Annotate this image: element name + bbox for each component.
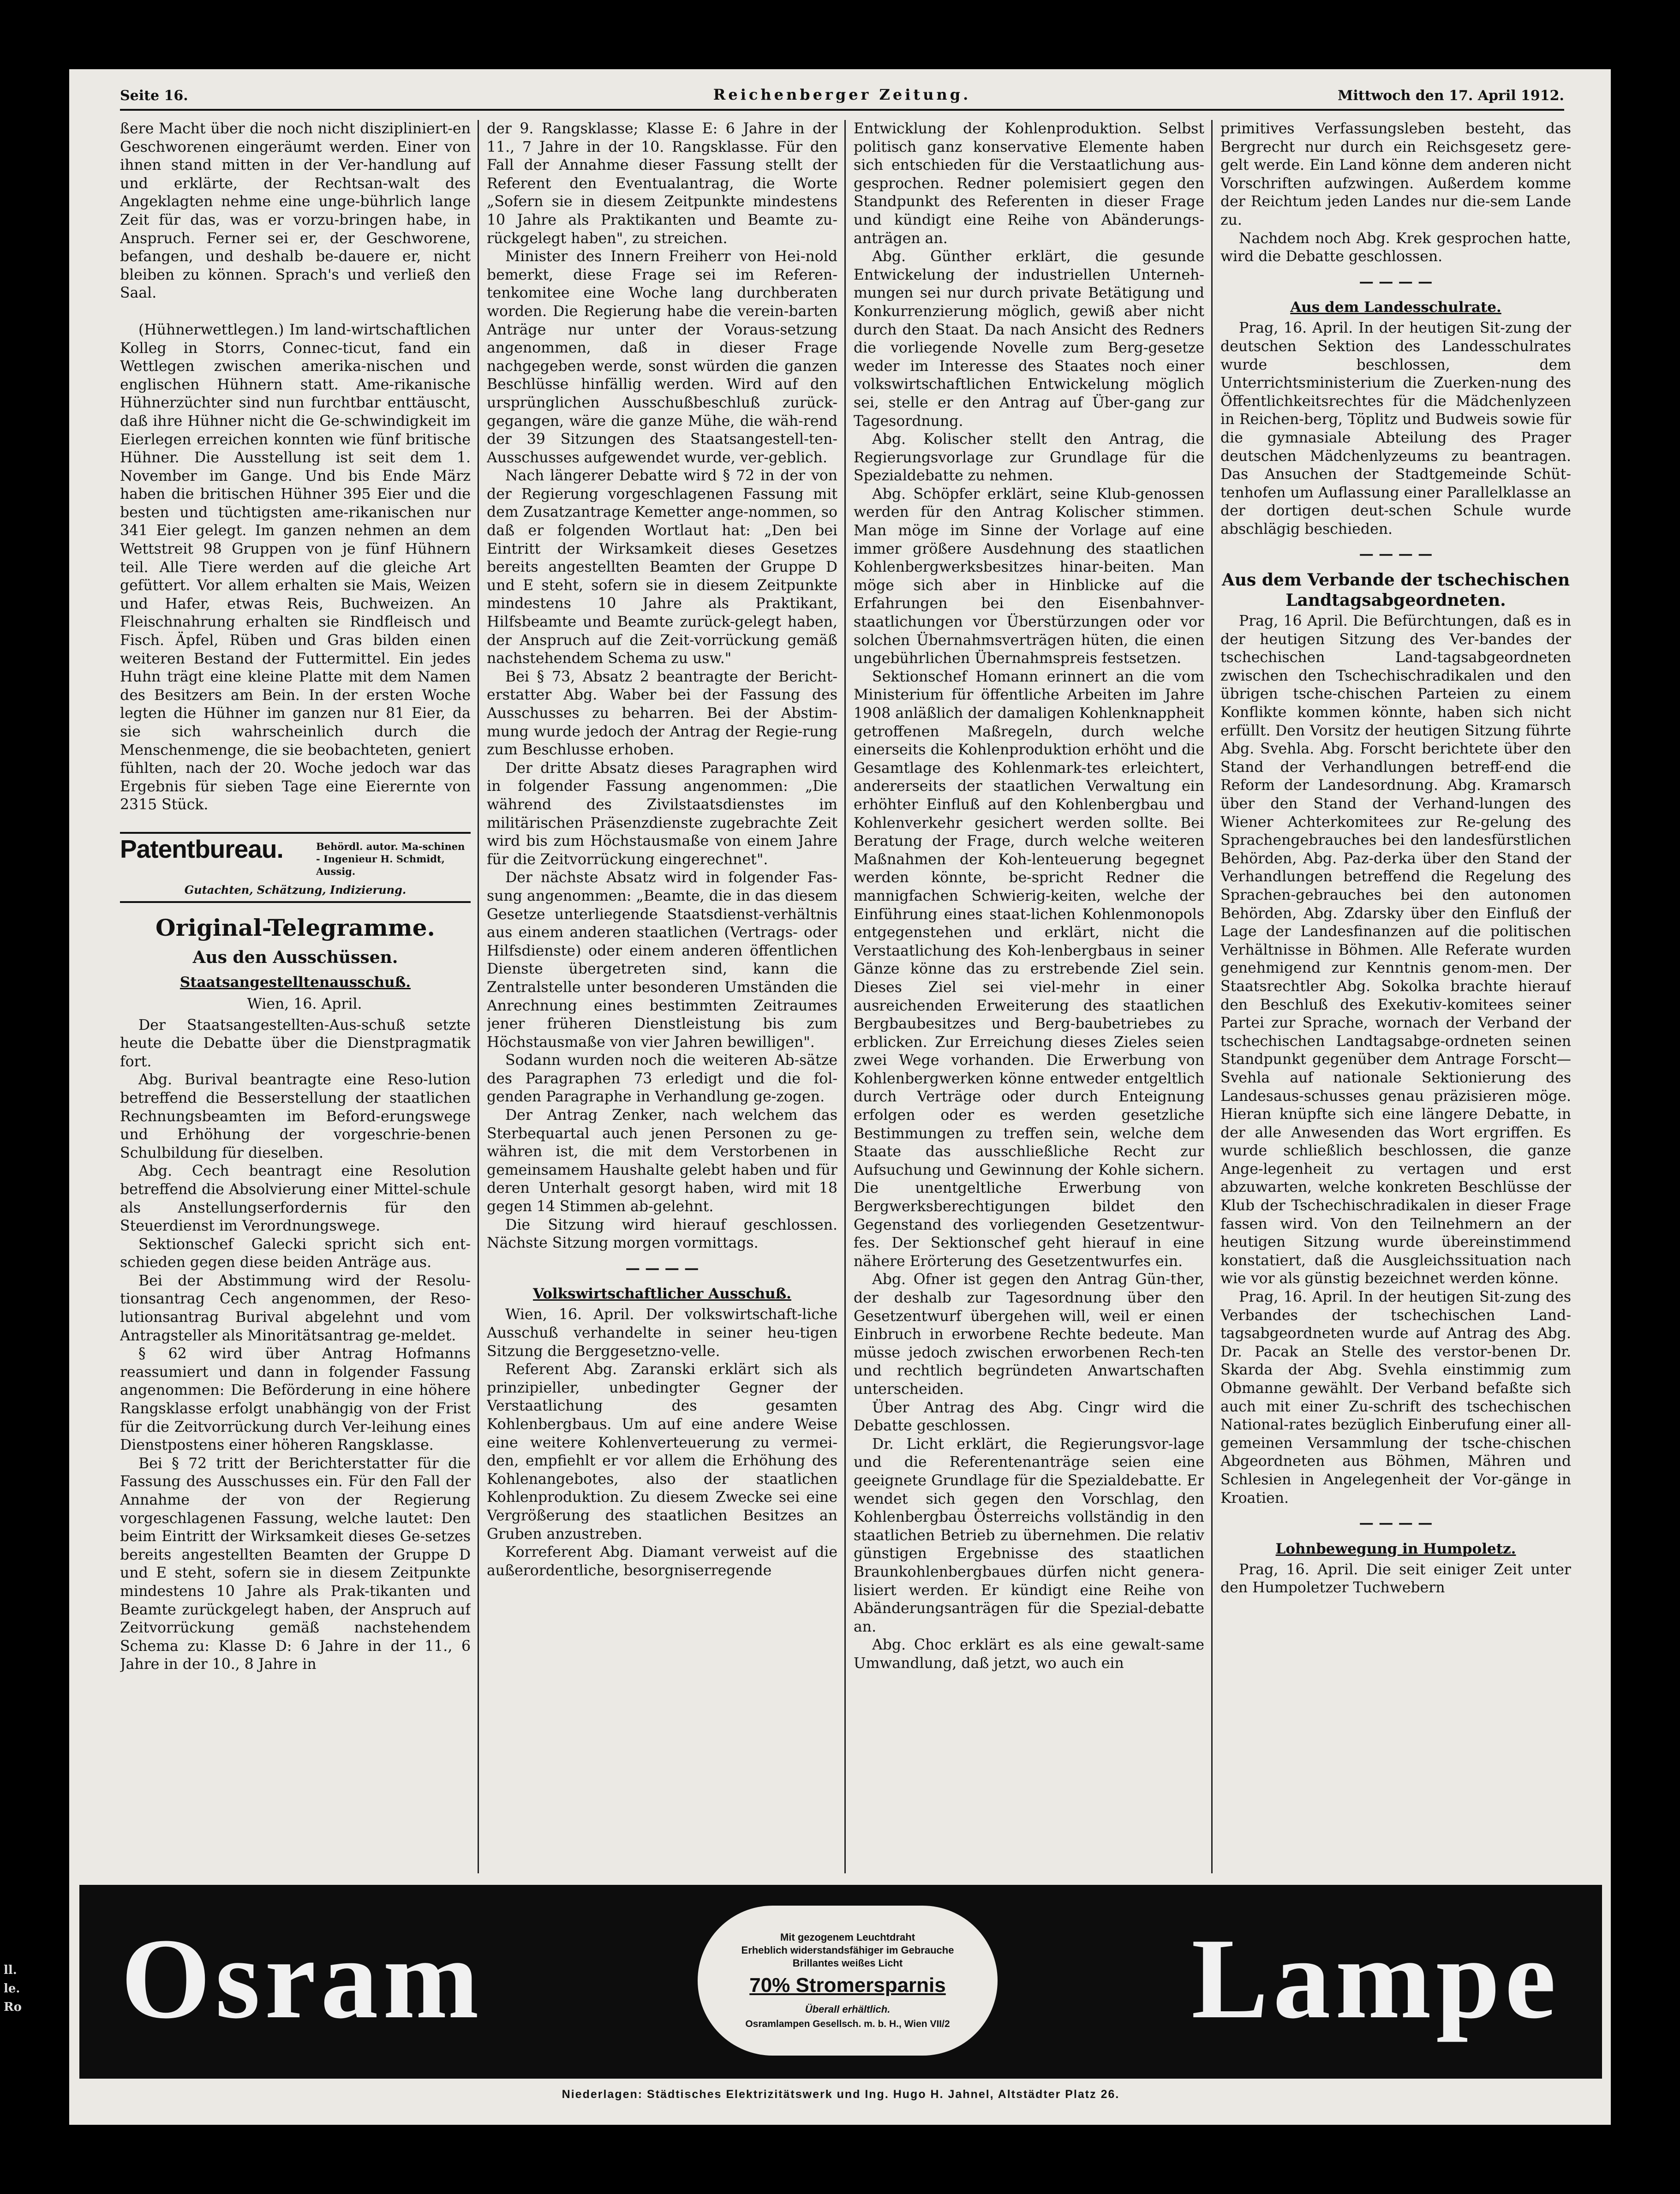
paragraph: Minister des Innern Freiherr von Hei-nold bemerkt, diese Frage sei im Referen-tenkomitee eine Woche lang durchberaten worden. Die Regierung habe die verein-barten Anträge nur unter der Voraus-setzung angenommen, daß in dieser Frage nachgegeben werde, sonst würden die ganzen Beschlüsse hinfällig werden. Wird auf den ursprünglichen Ausschußbeschluß zurück-gegangen, wäre die ganze Mühe, die wäh-rend der 39 Sitzungen des Staatsangestell-ten-Ausschusses aufgewendet wurde, ver-geblich. [487, 248, 837, 466]
section-heading: Aus dem Landesschulrate. [1290, 299, 1501, 316]
section-heading: Lohnbewegung in Humpoletz. [1275, 1540, 1516, 1557]
paragraph: Der Staatsangestellten-Aus-schuß setzte heute die Debatte über die Dienstpragmatik fort. [120, 1016, 471, 1070]
ad-availability: Überall erhältlich. [805, 2003, 891, 2015]
separator-rule: — — — — [625, 1259, 699, 1277]
article-hen-contest: (Hühnerwettlegen.) Im land-wirtschaftlichen Kolleg in Storrs, Connec-ticut, fand ein Wettlegen zwischen amerika-nischen und englischen Hühnern statt. Ame-rikanische Hühnerzüchter sind nun furchtbar enttäuscht, daß ihre Hühner nicht die Ge-schwindigkeit im Eierlegen erreichen konnten wie fünf britische Hühner. Die Ausstellung ist seit dem 1. November im Gange. Und bis Ende März haben die britischen Hühner 395 Eier und die besten und tüchtigsten ame-rikanischen nur 341 Eier gelegt. Im ganzen nehmen an dem Wettstreit 98 Gruppen von je fünf Hühnern teil. Alle Tiere werden auf die gleiche Art gefüttert. Vor allem erhalten sie Mais, Weizen und Hafer, etwas Reis, Buchweizen. An Fleischnahrung erhalten sie Rindfleisch und Fisch. Äpfel, Rüben und Gras bilden einen weiteren Bestand der Futtermittel. Ein jedes Huhn trägt eine kleine Platte mit dem Namen des Besitzers am Bein. In der ersten Woche legten die Hühner im ganzen nur 81 Eier, da sie sich wahrscheinlich durch die Menschenmenge, die sie beobachteten, geniert fühlten, nach der 20. Woche jedoch war das Ergebnis für sieben Tage eine Eierernte von 2315 Stück. [120, 321, 471, 813]
paragraph: Bei § 73, Absatz 2 beantragte der Bericht-erstatter Abg. Waber bei der Fassung des Ausschusses zu beharren. Bei der Abstim-mung wurde jedoch der Antrag der Regie-rung zum Beschlusse erhoben. [487, 668, 837, 759]
article-text: ßere Macht über die noch nicht diszipliniert-en Geschworenen eingeräumt werden. Einer von ihnen stand mitten in der Ver-handlung auf und erklärte, der Rechtsan-walt des Angeklagten nehme eine unge-bührlich lange Zeit für das, was er vorzu-bringen habe, in Anspruch. Ferner sei er, der Geschworene, befangen, und deshalb be-dauere er, nicht bleiben zu können. Sprach's und verließ den Saal. [120, 120, 471, 302]
page-number: Seite 16. [120, 88, 188, 104]
margin-marks: ll. le. Ro [4, 1963, 22, 2014]
paragraph: Der dritte Absatz dieses Paragraphen wird in folgender Fassung angenommen: „Die während des Zivilstaatsdienstes im militärischen Präsenzdienste zugebrachte Zeit wird bis zum Höchstausmaße von einem Jahre für die Zeitvorrückung eingerechnet". [487, 759, 837, 868]
paragraph: Prag, 16. April. In der heutigen Sit-zung der deutschen Sektion des Landesschulrates wurde beschlossen, dem Unterrichtsministerium die Zuerken-nung des Öffentlichkeitsrechtes für die Mädchenlyzeen in Reichen-berg, Töplitz und Budweis sowie für die gymnasiale Abteilung des Prager deutschen Mädchenlyzeums zu beantragen. Das Ansuchen der Stadtgemeinde Schüt-tenhofen um Auflassung einer Parallelklasse an der dortigen deut-schen Schule wurde abschlägig beschieden. [1220, 320, 1571, 538]
separator-rule: — — — — [1359, 545, 1433, 563]
paragraph: Prag, 16. April. In der heutigen Sit-zung des Verbandes der tschechischen Land-tagsabgeordneten wurde auf Antrag des Abg. Dr. Pacak an Stelle des verstor-benen Dr. Skarda der Abg. Svehla einstimmig zum Obmanne gewählt. Der Verband befaßte sich auch mit einer Zu-schrift des tschechischen National-rates bezüglich Einberufung einer all-gemeinen Versammlung der tsche-chischen Abgeordneten aus Böhmen, Mähren und Schlesien in Angelegenheit der Vor-gänge in Kroatien. [1220, 1289, 1571, 1507]
paragraph: Bei der Abstimmung wird der Resolu-tionsantrag Cech angenommen, der Reso-lutionsantrag Burival abgelehnt und vom Antragsteller als Minoritätsantrag ge-meldet. [120, 1272, 471, 1344]
paragraph: Abg. Ofner ist gegen den Antrag Gün-ther, der deshalb zur Tagesordnung über den Gesetzentwurf übergehen will, weil er einen Einbruch in erworbene Rechte bedeute. Man müsse jedoch zwischen erworbenen Rech-ten und rechtlich begründeten Anwartschaften unterscheiden. [854, 1271, 1204, 1398]
paragraph: Wien, 16. April. Der volkswirtschaft-liche Ausschuß verhandelte in seiner heu-tigen Sitzung die Berggesetzno-velle. [487, 1306, 837, 1360]
section-heading: Aus dem Verbande der tschechischen Landtagsabgeordneten. [1221, 570, 1570, 610]
paragraph: Nachdem noch Abg. Krek gesprochen hatte, wird die Debatte geschlossen. [1220, 230, 1571, 265]
paragraph: Der nächste Absatz wird in folgender Fas-sung angenommen: „Beamte, die in das diesem Gesetze unterliegende Staatsdienst-verhältnis aus einem anderen staatlichen (Vertrags- oder Hilfsdienste) oder einem anderen öffentlichen Dienste übergetreten sind, kann die Zentralstelle unter besonderen Umständen die Anrechnung eines bestimmten Zeitraumes jener früheren Dienstleistung bis zum Höchstausmaße von vier Jahren bewilligen". [487, 869, 837, 1051]
ad-lampe-word: Lampe [1191, 1915, 1560, 2043]
paragraph: Nach längerer Debatte wird § 72 in der von der Regierung vorgeschlagenen Fassung mit dem Zusatzantrage Kemetter ange-nommen, so daß er folgenden Wortlaut hat: „Den bei Eintritt der Wirksamkeit dieses Gesetzes bereits angestellten Beamten der Gruppe D und E steht, sofern sie in diesem Zeitpunkte mindestens 10 Jahre als Praktikant, Hilfsbeamte und Beamte zurück-gelegt haben, der Anspruch auf die Zeit-vorrückung gemäß nachstehendem Schema zu usw." [487, 467, 837, 667]
masthead [120, 78, 1564, 111]
patentbureau-title: Patentbureau. [120, 834, 283, 863]
masthead-rule [120, 109, 1564, 111]
column-3 [854, 120, 1204, 1873]
committee-heading: Staatsangestelltenausschuß. [179, 974, 411, 991]
paragraph: Entwicklung der Kohlenproduktion. Selbst politisch ganz konservative Elemente haben sich entschieden für die Verstaatlichung aus-gesprochen. Redner polemisiert gegen den Standpunkt des Referenten in dieser Frage und kündigt eine Reihe von Abänderungs-anträgen an. [854, 120, 1204, 247]
paragraph: Abg. Burival beantragte eine Reso-lution betreffend die Besserstellung der staatlichen Rechnungsbeamten im Beford-erungswege und Erhöhung der vorgeschrie-benen Schulbildung für dieselben. [120, 1071, 471, 1161]
paragraph: Sektionschef Homann erinnert an die vom Ministerium für öffentliche Arbeiten im Jahre 1908 anläßlich der damaligen Kohlenknappheit getroffenen Maßregeln, durch welche einerseits die Kohlenproduktion erhöht und die Gesamtlage des Kohlenmark-tes erleichtert, andererseits der staatlichen Verwaltung ein erhöhter Einfluß auf den Kohlenbergbau und Kohlenverkehr gesichert werden sollte. Bei Beratung der Frage, durch welche weiteren Maßnahmen der Koh-lenteuerung begegnet werden könnte, be-spricht Redner die mannigfachen Schwierig-keiten, welche der Einführung eines staat-lichen Kohlenmonopols entgegenstehen und erklärt, nicht die Verstaatlichung des Koh-lenbergbaus in seiner Gänze könne das zu erstrebende Ziel sein. Dieses Ziel sei viel-mehr in einer ausreichenden Erweiterung des staatlichen Bergbaubesitzes und Berg-baubetriebes zu erblicken. Zur Erreichung dieses Zieles seien zwei Wege vorhanden. Die Erwerbung von Kohlenbergwerken könne entweder entgeltlich durch Verträge oder durch Enteignung erfolgen oder es werden gesetzliche Bestimmungen zu treffen sein, welche dem Staate das ausschließliche Recht zur Aufsuchung und Gewinnung der Kohle sichern. Die unentgeltliche Erwerbung von Bergwerksberechtigungen bildet den Gegenstand des vorliegenden Gesetzentwur-fes. Der Sektionschef geht hierauf in eine nähere Erörterung des Gesetzentwurfes ein. [854, 668, 1204, 1270]
column-2 [487, 120, 837, 1873]
newspaper-title: Reichenberger Zeitung. [713, 86, 971, 103]
ad-osram-word: Osram [121, 1915, 484, 2043]
paragraph: der 9. Rangsklasse; Klasse E: 6 Jahre in der 11., 7 Jahre in der 10. Rangsklasse. Für den Fall der Annahme dieser Fassung stellt der Referent den Eventualantrag, die Worte „Sofern sie in diesem Zeitpunkte mindestens 10 Jahre als Praktikanten und Beamte zu-rückgelegt haben", zu streichen. [487, 120, 837, 247]
paragraph: § 62 wird über Antrag Hofmanns reassumiert und dann in folgender Fassung angenommen: Die Beförderung in eine höhere Rangsklasse erfolgt unabhängig von der Frist für die Zeitvorrückung durch Ver-leihung eines Dienstpostens einer höheren Rangsklasse. [120, 1345, 471, 1454]
committee-heading: Volkswirtschaftlicher Ausschuß. [533, 1285, 791, 1303]
dateline: Wien, 16. April. [247, 995, 362, 1012]
patentbureau-ad [120, 832, 471, 903]
paragraph: Abg. Kolischer stellt den Antrag, die Regierungsvorlage zur Grundlage für die Spezialdebatte zu nehmen. [854, 431, 1204, 484]
ad-center-oval [698, 1906, 998, 2056]
column-rule [1211, 120, 1213, 1873]
newspaper-page [69, 69, 1611, 2125]
paragraph: Abg. Choc erklärt es als eine gewalt-same Umwandlung, daß jetzt, wo auch ein [854, 1637, 1204, 1672]
paragraph: Prag, 16. April. Die seit einiger Zeit unter den Humpoletzer Tuchwebern [1220, 1561, 1571, 1596]
patentbureau-description: Behördl. autor. Ma-schinen - Ingenieur H. Schmidt, Aussig. [316, 840, 465, 877]
paragraph: Referent Abg. Zaranski erklärt sich als prinzipieller, unbedingter Gegner der Verstaatlichung des gesamten Kohlenbergbaus. Um auf eine andere Weise eine weitere Kohlenverteuerung zu vermei-den, empfiehlt er vor allem die Erhöhung des Kohlenangebotes, also der staatlichen Kohlenproduktion. Zu diesem Zwecke sei eine Vergrößerung des staatlichen Besitzes an Gruben anzustreben. [487, 1361, 837, 1542]
separator-rule: — — — — [1359, 273, 1433, 290]
ad-company: Osramlampen Gesellsch. m. b. H., Wien VII/2 [745, 2019, 950, 2029]
paragraph: Abg. Günther erklärt, die gesunde Entwickelung der industriellen Unterneh-mungen sei nur durch private Betätigung und Konkurrenzierung möglich, gewiß aber nicht durch den Staat. Da nach Ansicht des Redners die vorliegende Novelle zum Berg-gesetze weder im Interesse des Staates noch einer volkswirtschaftlichen Entwickelung möglich sei, stelle er den Antrag auf Über-gang zur Tagesordnung. [854, 248, 1204, 430]
paragraph: Bei § 72 tritt der Berichterstatter für die Fassung des Ausschusses ein. Für den Fall der Annahme der von der Regierung vorgeschlagenen Fassung, welche lautet: Den beim Eintritt der Wirksamkeit dieses Ge-setzes bereits angestellten Beamten der Gruppe D und E steht, sofern sie in diesem Zeitpunkte mindestens 10 Jahre als Prak-tikanten und Beamte zurückgelegt haben, der Anspruch auf Zeitvorrückung gemäß nachstehendem Schema zu: Klasse D: 6 Jahre in der 11., 6 Jahre in der 10., 8 Jahre in [120, 1455, 471, 1673]
section-heading: Original-Telegramme. [155, 914, 435, 941]
column-4 [1220, 120, 1571, 1873]
column-rule [844, 120, 846, 1873]
column-rule [478, 120, 479, 1873]
ad-savings: 70% Stromersparnis [749, 1974, 946, 1997]
subsection-heading: Aus den Ausschüssen. [192, 947, 398, 967]
patentbureau-services: Gutachten, Schätzung, Indizierung. [184, 883, 407, 897]
paragraph: Sodann wurden noch die weiteren Ab-sätze des Paragraphen 73 erledigt und die fol-genden Paragraphe in Verhandlung ge-zogen. [487, 1052, 837, 1106]
paragraph: Der Antrag Zenker, nach welchem das Sterbequartal auch jenen Personen zu ge-währen ist, die mit dem Verstorbenen in gemeinsamem Haushalte gelebt haben und für deren Unterhalt gesorgt haben, wird mit 18 gegen 14 Stimmen ab-gelehnt. [487, 1107, 837, 1215]
paragraph: Über Antrag des Abg. Cingr wird die Debatte geschlossen. [854, 1399, 1204, 1435]
paragraph: Korreferent Abg. Diamant verweist auf die außerordentliche, besorgniserregende [487, 1544, 837, 1579]
paragraph: Abg. Schöpfer erklärt, seine Klub-genossen werden für den Antrag Kolischer stimmen. Man möge im Sinne der Vorlage auf eine immer größere Ausdehnung des staatlichen Kohlenbergwerksbesitzes hinar-beiten. Man möge sich aber in Hinblicke auf die Erfahrungen bei den Eisenbahnver-staatlichungen vor Überstürzungen oder vor solchen Übernahmsverträgen hüten, die einen ungebührlichen Übernahmspreis festsetzen. [854, 485, 1204, 667]
osram-lamp-advertisement [79, 1885, 1602, 2079]
column-1 [120, 120, 471, 1873]
paragraph: primitives Verfassungsleben besteht, das Bergrecht nur durch ein Reichsgesetz gere-gelt werde. Ein Land könne dem anderen nicht Vorschriften aufzwingen. Außerdem komme der Reichtum jeden Landes nur die-sem Lande zu. [1220, 120, 1571, 228]
paragraph: Die Sitzung wird hierauf geschlossen. Nächste Sitzung morgen vormittags. [487, 1216, 837, 1252]
paragraph: Sektionschef Galecki spricht sich ent-schieden gegen diese beiden Anträge aus. [120, 1236, 471, 1271]
paragraph: Prag, 16 April. Die Befürchtungen, daß es in der heutigen Sitzung des Ver-bandes der tschechischen Land-tagsabgeordneten zwischen den Tschechischradikalen und den übrigen tsche-chischen Parteien zu einem Konflikte kommen könnte, haben sich nicht erfüllt. Den Vorsitz der heutigen Sitzung führte Abg. Svehla. Abg. Forscht berichtete über den Stand der Verhandlungen betreff-end die Reform der Landesordnung. Abg. Kramarsch über den Stand der Verhand-lungen des Wiener Achterkomitees zur Re-gelung des Sprachengebrauches bei den landesfürstlichen Behörden, Abg. Paz-derka über den Stand der Verhandlungen betreffend die Regelung des Sprachen-gebrauches bei den autonomen Behörden, Abg. Zdarsky über den Einfluß der Lage der Landesfinanzen auf die politischen Verhältnisse in Böhmen. Alle Referate wurden genehmigend zur Kenntnis genom-men. Der Staatsrechtler Abg. Sokolka brachte hierauf den Beschluß des Exekutiv-komitees seiner Partei zur Sprache, wornach der Verband der tschechischen Landtagsabge-ordneten seinen Standpunkt gegenüber dem Antrage Forscht—Svehla auf nationale Sektionierung des Landesaus-schusses genau präzisieren möge. Hieran knüpfte sich eine längere Debatte, in der alle Anwesenden das Wort ergriffen. Es wurde schließlich beschlossen, die ganze Ange-legenheit zu vertagen und erst abzuwarten, welche konkreten Beschlüsse der Klub der Tschechischradikalen in dieser Frage fassen wird. Von den Teilnehmern an der heutigen Sitzung wurde übereinstimmend konstatiert, daß die Ausgleichssituation nach wie vor als günstig bezeichnet werden könne. [1220, 613, 1571, 1287]
ad-tagline: Mit gezogenem Leuchtdraht Erheblich widerstandsfähiger im Gebrauche Brillantes weißes Licht [741, 1931, 954, 1969]
ad-footer-dealers: Niederlagen: Städtisches Elektrizitätswerk und Ing. Hugo H. Jahnel, Altstädter Platz 26. [562, 2088, 1120, 2101]
separator-rule: — — — — [1359, 1514, 1433, 1532]
issue-date: Mittwoch den 17. April 1912. [1338, 88, 1564, 104]
paragraph: Abg. Cech beantragt eine Resolution betreffend die Absolvierung einer Mittel-schule als Anstellungserfordernis für den Steuerdienst im Verordnungswege. [120, 1163, 471, 1235]
paragraph: Dr. Licht erklärt, die Regierungsvor-lage und die Referentenanträge seien eine geeignete Grundlage für die Spezialdebatte. Er wendet sich gegen den Vorschlag, den Kohlenbergbau Österreichs vollständig in den staatlichen Betrieb zu übernehmen. Die relativ günstigen Ergebnisse des staatlichen Braunkohlenbergbaues dürfen nicht genera-lisiert werden. Er kündigt eine Reihe von Abänderungsanträgen für die Spezial-debatte an. [854, 1435, 1204, 1635]
